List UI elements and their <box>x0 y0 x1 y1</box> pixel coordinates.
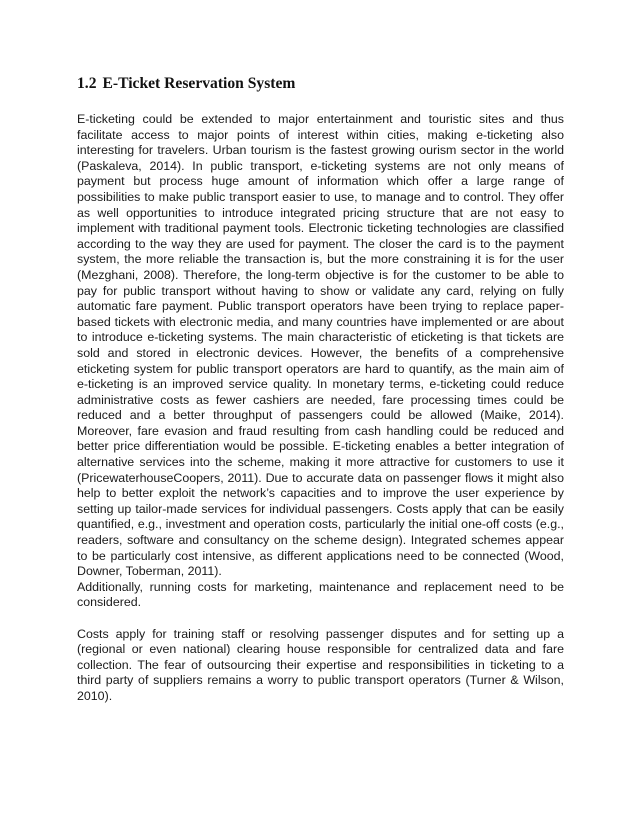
paragraph-gap <box>77 611 564 627</box>
section-title: E-Ticket Reservation System <box>102 75 296 92</box>
section-heading <box>77 74 564 94</box>
paragraph-training-costs: Costs apply for training staff or resolving passenger disputes and for setting up a (regional or even national) clearing house responsible for centralized data and fare collection. The fear of outsourcing their expertise and responsibilities in ticketing to a third party of suppliers remains a worry to public transport operators (Turner & Wilson, 2010). <box>77 626 564 703</box>
paragraph-running-costs: Additionally, running costs for marketing, maintenance and replacement need to be considered. <box>77 579 564 610</box>
paragraph-main: E-ticketing could be extended to major entertainment and touristic sites and thus facilitate access to major points of interest within cities, making e-ticketing also interesting for travelers. Urban tourism is the fastest growing ourism sector in the world (Paskaleva, 2014). In public transport, e-ticketing systems are not only means of payment but process huge amount of information which offer a large range of possibilities to make public transport easier to use, to manage and to control. They offer as well opportunities to introduce integrated pricing structure that are not easy to implement with traditional payment tools. Electronic ticketing technologies are classified according to the way they are used for payment. The closer the card is to the payment system, the more reliable the transaction is, but the more constraining it is for the user (Mezghani, 2008). Therefore, the long-term objective is for the customer to be able to pay for public transport without having to show or validate any card, relying on fully automatic fare payment. Public transport operators have been trying to replace paper-based tickets with electronic media, and many countries have implemented or are about to introduce e-ticketing systems. The main characteristic of eticketing is that tickets are sold and stored in electronic devices. However, the benefits of a comprehensive eticketing system for public transport operators are hard to quantify, as the main aim of e-ticketing is an improved service quality. In monetary terms, e-ticketing could reduce administrative costs as fewer cashiers are needed, fare processing times could be reduced and a better throughput of passengers could be allowed (Maike, 2014). Moreover, fare evasion and fraud resulting from cash handling could be reduced and better price differentiation would be possible. E-ticketing enables a better integration of alternative services into the scheme, making it more attractive for customers to use it (PricewaterhouseCoopers, 2011). Due to accurate data on passenger flows it might also help to better exploit the network’s capacities and to improve the user experience by setting up tailor-made services for individual passengers. Costs apply that can be easily quantified, e.g., investment and operation costs, particularly the initial one-off costs (e.g., readers, software and consultancy on the scheme design). Integrated schemes appear to be particularly cost intensive, as different applications need to be connected (Wood, Downer, Toberman, 2011). <box>77 112 564 579</box>
section-number: 1.2 <box>77 75 97 92</box>
